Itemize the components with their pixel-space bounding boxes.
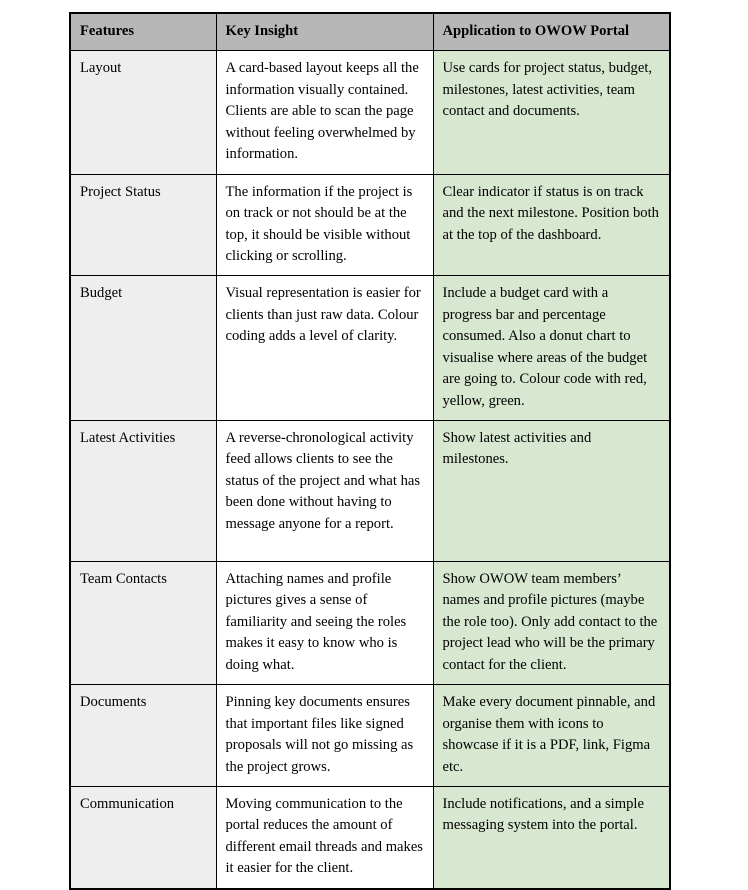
column-header-features: Features [70,13,216,51]
key-insight-cell: Visual representation is easier for clients than just raw data. Colour coding adds a level of clarity. [216,276,433,421]
feature-name-cell: Layout [70,51,216,174]
feature-name-cell: Budget [70,276,216,421]
application-cell: Show OWOW team members’ names and profile pictures (maybe the role too). Only add contact to the project lead who will be the primary contact for the client. [433,562,670,685]
feature-name-cell: Project Status [70,174,216,276]
key-insight-cell: Pinning key documents ensures that important files like signed proposals will not go missing as the project grows. [216,685,433,787]
feature-name-cell: Documents [70,685,216,787]
table-row [70,421,670,562]
feature-name-cell: Team Contacts [70,562,216,685]
key-insight-cell: A reverse-chronological activity feed allows clients to see the status of the project and what has been done without having to message anyone for a report. [216,421,433,562]
insights-table-container [69,12,669,890]
application-cell: Make every document pinnable, and organise them with icons to showcase if it is a PDF, link, Figma etc. [433,685,670,787]
application-cell: Show latest activities and milestones. [433,421,670,562]
table-body [70,51,670,889]
column-header-application: Application to OWOW Portal [433,13,670,51]
table-row [70,786,670,888]
key-insight-cell: A card-based layout keeps all the information visually contained. Clients are able to scan the page without feeling overwhelmed by information. [216,51,433,174]
table-header [70,13,670,51]
table-row [70,685,670,787]
key-insight-cell: Attaching names and profile pictures gives a sense of familiarity and seeing the roles makes it easy to know who is doing what. [216,562,433,685]
key-insight-cell: Moving communication to the portal reduces the amount of different email threads and makes it easier for the client. [216,786,433,888]
application-cell: Clear indicator if status is on track and the next milestone. Position both at the top of the dashboard. [433,174,670,276]
table-row [70,562,670,685]
table-header-row [70,13,670,51]
feature-name-cell: Latest Activities [70,421,216,562]
application-cell: Use cards for project status, budget, milestones, latest activities, team contact and documents. [433,51,670,174]
key-insight-cell: The information if the project is on track or not should be at the top, it should be visible without clicking or scrolling. [216,174,433,276]
application-cell: Include a budget card with a progress bar and percentage consumed. Also a donut chart to visualise where areas of the budget are going to. Colour code with red, yellow, green. [433,276,670,421]
table-row [70,276,670,421]
column-header-key-insight: Key Insight [216,13,433,51]
feature-name-cell: Communication [70,786,216,888]
features-insights-table [69,12,671,890]
table-row [70,51,670,174]
table-row [70,174,670,276]
application-cell: Include notifications, and a simple messaging system into the portal. [433,786,670,888]
